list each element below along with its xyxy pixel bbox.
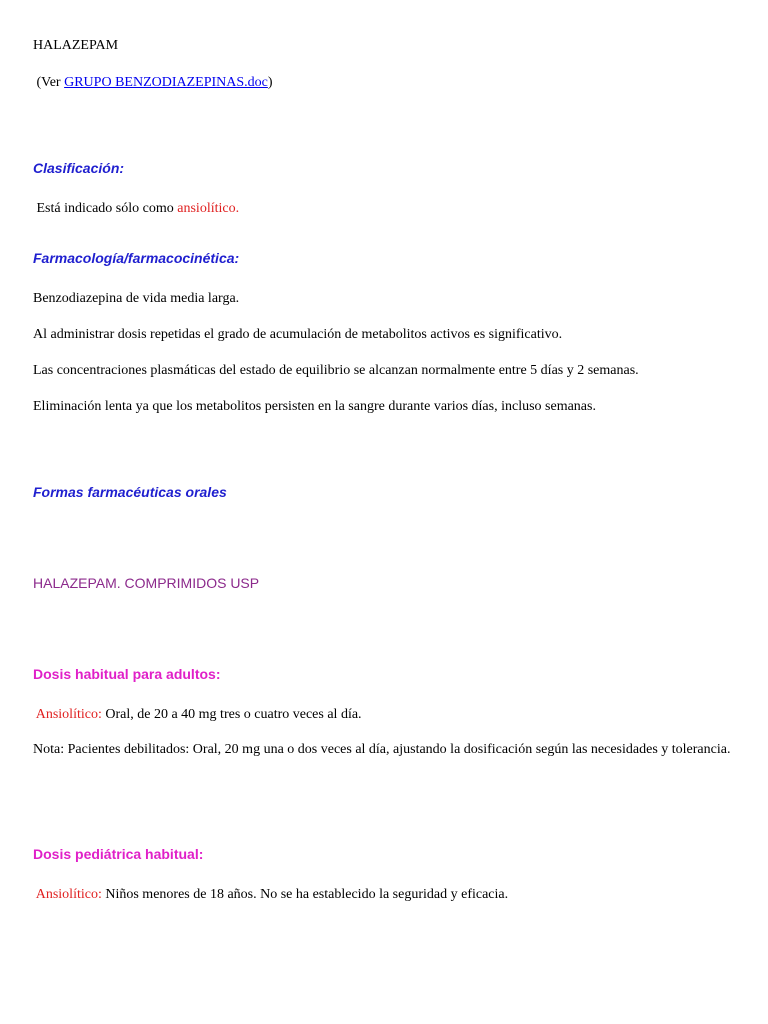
dosis-pediatrica-heading: Dosis pediátrica habitual: (33, 846, 204, 862)
see-also-suffix: ) (267, 75, 273, 90)
dosis-adultos-heading: Dosis habitual para adultos: (33, 666, 221, 682)
clasificacion-prefix: Está indicado sólo como (33, 201, 178, 216)
farmacologia-paragraph: Al administrar dosis repetidas el grado de acumulación de metabolitos activos es significativo. (33, 327, 563, 342)
clasificacion-heading: Clasificación: (33, 160, 125, 176)
farmacologia-paragraph: Las concentraciones plasmáticas del estado de equilibrio se alcanzan normalmente entre 5 días y 2 semanas. (33, 363, 639, 378)
formas-heading: Formas farmacéuticas orales (33, 484, 227, 500)
see-also-prefix: (Ver (33, 75, 65, 90)
product-name: HALAZEPAM. COMPRIMIDOS USP (33, 575, 260, 591)
dosis-pediatrica-text: Niños menores de 18 años. No se ha establecido la seguridad y eficacia. (101, 887, 509, 902)
ansiolitico-label: Ansiolítico: (35, 887, 102, 902)
dosis-pediatrica-line (33, 885, 508, 904)
dosis-adultos-text: Oral, de 20 a 40 mg tres o cuatro veces al día. (101, 707, 362, 722)
see-also-line (33, 73, 273, 92)
clasificacion-text (33, 199, 239, 218)
dosis-adultos-line (33, 705, 362, 724)
document-title: HALAZEPAM (33, 38, 119, 53)
farmacologia-heading: Farmacología/farmacocinética: (33, 250, 240, 266)
ansiolitico-highlight: ansiolítico. (177, 201, 240, 216)
farmacologia-paragraph: Benzodiazepina de vida media larga. (33, 291, 240, 306)
dosis-adultos-note: Nota: Pacientes debilitados: Oral, 20 mg una o dos veces al día, ajustando la dosificación según las necesidades y tolerancia. (33, 742, 731, 757)
benzodiazepinas-doc-link[interactable]: GRUPO BENZODIAZEPINAS.doc (64, 75, 268, 90)
ansiolitico-label: Ansiolítico: (35, 707, 102, 722)
farmacologia-paragraph: Eliminación lenta ya que los metabolitos persisten en la sangre durante varios días, incluso semanas. (33, 399, 596, 414)
